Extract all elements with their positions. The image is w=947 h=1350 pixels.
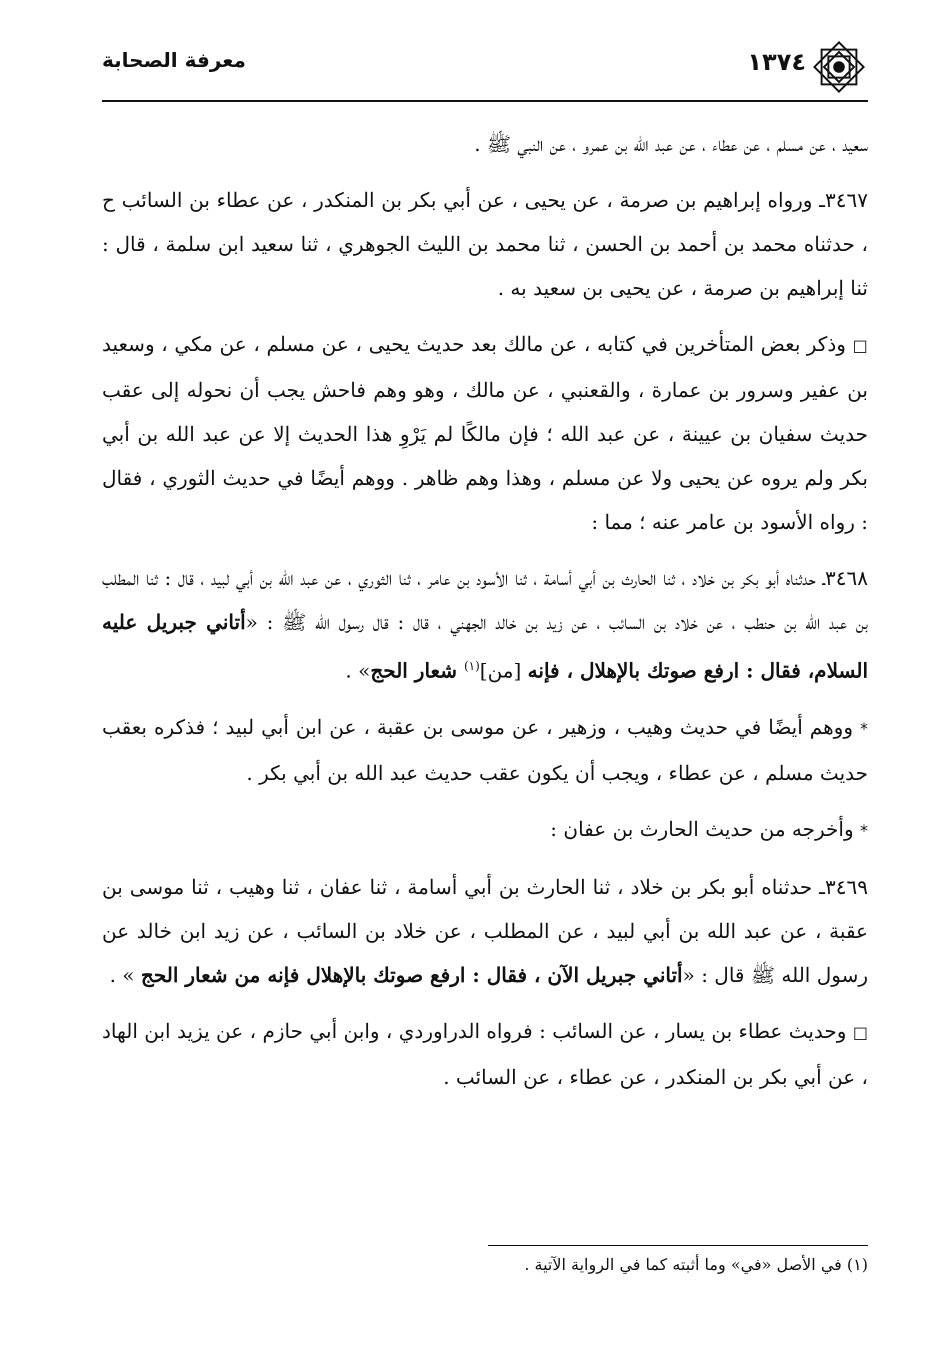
paragraph-text: ووهم أيضًا في حديث وهيب ، وزهير ، عن موسى بن عقبة ، عن ابن أبي لبيد ؛ فذكره بعقب حديث مسلم ، عن عطاء ، ويجب أن يكون عقب حديث عبد الله بن أبي بكر .	[102, 714, 868, 785]
paragraph	[102, 122, 868, 166]
hadith-quote: أتاني جبريل عليه السلام، فقال : ارفع صوتك بالإهلال ، فإنه	[102, 610, 868, 683]
footnote-text: في الأصل «في» وما أثبته كما في الرواية الآتية .	[524, 1255, 842, 1274]
commentary-paragraph	[102, 322, 868, 544]
asterisk-marker-icon: *	[860, 820, 868, 840]
hadith-3467	[102, 178, 868, 310]
hadith-quote: أتاني جبريل الآن ، فقال : ارفع صوتك بالإهلال فإنه من شعار الحج	[140, 962, 683, 987]
footnote-divider	[488, 1245, 868, 1246]
hadith-quote-end: شعار الحج	[370, 658, 464, 683]
paragraph-text: وأخرجه من حديث الحارث بن عفان :	[550, 816, 854, 841]
square-marker-icon: □	[852, 336, 869, 355]
footnote-reference: (١)	[463, 659, 480, 673]
commentary-paragraph	[102, 705, 868, 795]
square-marker-icon: □	[852, 1022, 869, 1042]
book-title: معرفة الصحابة	[102, 48, 246, 72]
hadith-3469	[102, 865, 868, 997]
paragraph-text: وذكر بعض المتأخرين في كتابه ، عن مالك بعد حديث يحيى ، عن مسلم ، عن مكي ، وسعيد بن عفير وسرور بن عمارة ، والقعنبي ، عن مالك ، وهو وهم فاحش يجب أن نحوله إلى عقب حديث سفيان بن عيينة ، عن عبد الله ؛ فإن مالكًا لم يَرْوِ هذا الحديث إلا عن عبد الله بن أبي بكر ولم يروه عن يحيى ولا عن مسلم ، وهذا وهم ظاهر . ووهم أيضًا في حديث الثوري ، فقال : رواه الأسود بن عامر عنه ؛ مما :	[102, 332, 868, 534]
page-body	[102, 122, 868, 1111]
commentary-paragraph	[102, 1009, 868, 1099]
page-header	[102, 40, 868, 102]
footnote	[168, 1250, 868, 1280]
bracket-insert: [من]	[479, 658, 528, 683]
octagonal-star-ornament-icon	[810, 38, 868, 96]
asterisk-marker-icon: *	[860, 718, 868, 738]
quote-close: » .	[345, 658, 371, 683]
page-number: ١٣٧٤	[747, 48, 806, 76]
commentary-paragraph	[102, 807, 868, 853]
paragraph-text: ٣٤٦٨ـ حدثناه أبو بكر بن خلاد ، ثنا الحارث بن أبي أسامة ، ثنا الأسود بن عامر ، ثنا الثوري ، عن عبد الله بن أبي لبيد ، قال : ثنا المطلب بن عبد الله بن حنطب ، عن خلاد بن السائب ، عن زيد بن خالد الجهني ، قال : قال رسول الله ﷺ : «	[102, 566, 869, 634]
paragraph-text: ٣٤٦٩ـ حدثناه أبو بكر بن خلاد ، ثنا الحارث بن أبي أسامة ، ثنا عفان ، ثنا وهيب ، ثنا موسى بن عقبة ، عن عبد الله بن أبي لبيد ، عن المطلب ، عن خلاد بن السائب ، عن زيد ابن خالد عن رسول الله ﷺ قال : «	[102, 874, 869, 987]
quote-close: » .	[109, 962, 141, 987]
paragraph-text: سعيد ، عن مسلم ، عن عطاء ، عن عبد الله بن عمرو ، عن النبي ﷺ .	[474, 132, 868, 156]
paragraph-text: ٣٤٦٧ـ ورواه إبراهيم بن صرمة ، عن يحيى ، عن أبي بكر بن المنكدر ، عن عطاء بن السائب ح ، حدثناه محمد بن أحمد بن الحسن ، ثنا محمد بن الليث الجوهري ، ثنا سعيد ابن سلمة ، قال : ثنا إبراهيم بن صرمة ، عن يحيى بن سعيد به .	[102, 188, 868, 300]
hadith-3468	[102, 556, 868, 693]
paragraph-text: وحديث عطاء بن يسار ، عن السائب : فرواه الدراوردي ، وابن أبي حازم ، عن يزيد ابن الهاد ، عن أبي بكر بن المنكدر ، عن عطاء ، عن السائب .	[102, 1018, 868, 1089]
footnote-number: (١)	[846, 1255, 868, 1274]
